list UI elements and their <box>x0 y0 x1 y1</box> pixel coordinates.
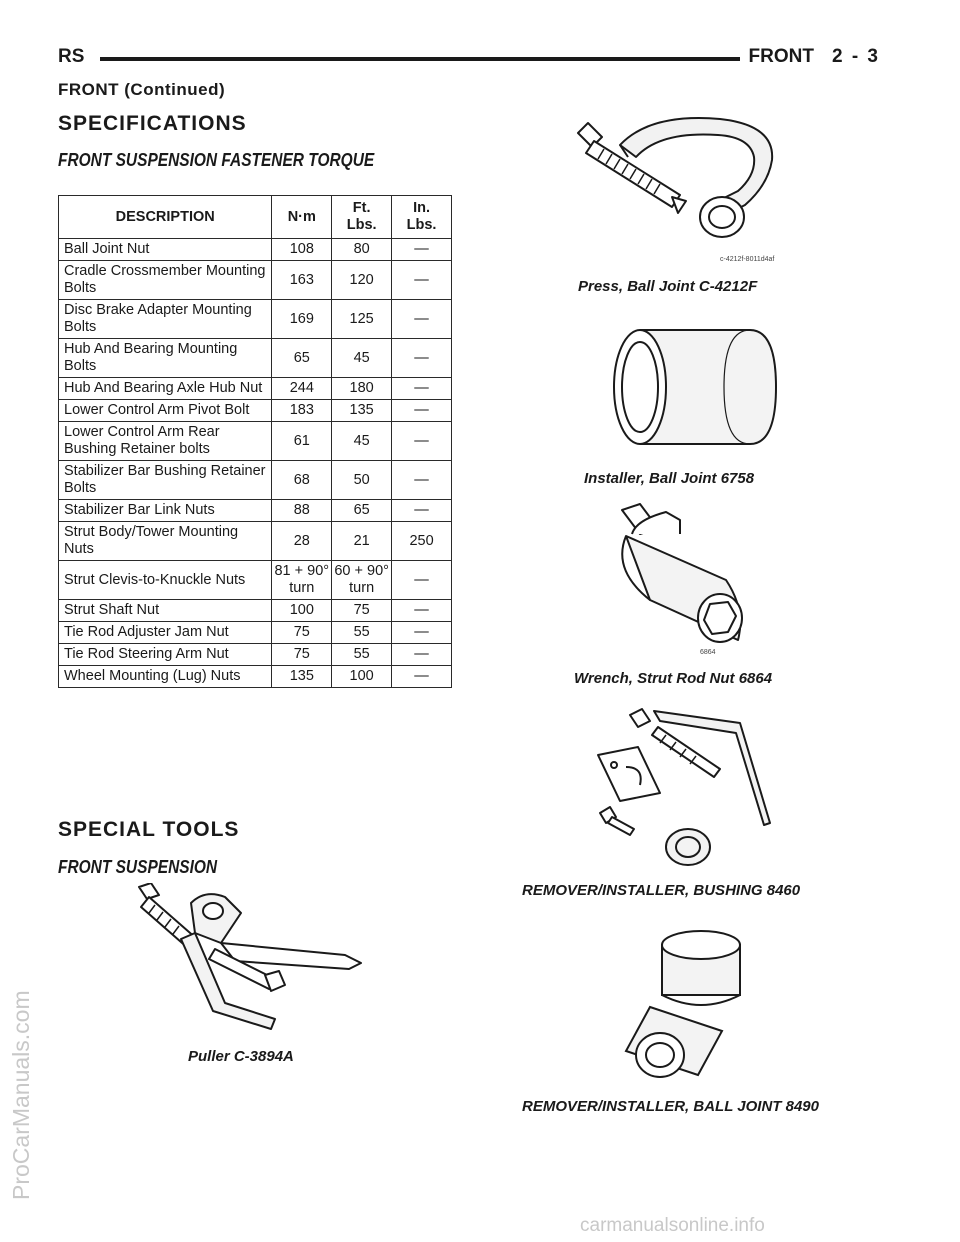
cell-in-lbs: — <box>392 500 452 522</box>
header-rule <box>100 57 740 61</box>
table-row <box>59 378 452 400</box>
table-row <box>59 600 452 622</box>
table-row <box>59 622 452 644</box>
cell-in-lbs: 250 <box>392 522 452 561</box>
table-row <box>59 239 452 261</box>
cell-ft-lbs: 180 <box>332 378 392 400</box>
cell-description: Stabilizer Bar Bushing Retainer Bolts <box>59 461 272 500</box>
cell-nm: 81 + 90° turn <box>272 561 332 600</box>
table-row <box>59 666 452 688</box>
cell-ft-lbs: 45 <box>332 339 392 378</box>
page-number: 2 - 3 <box>831 46 880 67</box>
cell-nm: 61 <box>272 422 332 461</box>
bushing-remover-illustration <box>590 705 790 875</box>
cell-ft-lbs: 100 <box>332 666 392 688</box>
cell-nm: 135 <box>272 666 332 688</box>
cell-description: Wheel Mounting (Lug) Nuts <box>59 666 272 688</box>
cell-in-lbs: — <box>392 261 452 300</box>
cell-ft-lbs: 135 <box>332 400 392 422</box>
cell-ft-lbs: 80 <box>332 239 392 261</box>
cell-in-lbs: — <box>392 622 452 644</box>
cell-nm: 68 <box>272 461 332 500</box>
cell-description: Strut Shaft Nut <box>59 600 272 622</box>
cell-in-lbs: — <box>392 339 452 378</box>
bushing-caption: REMOVER/INSTALLER, BUSHING 8460 <box>522 882 801 899</box>
cell-in-lbs: — <box>392 378 452 400</box>
torque-heading: FRONT SUSPENSION FASTENER TORQUE <box>58 150 375 170</box>
cell-nm: 75 <box>272 622 332 644</box>
cell-description: Lower Control Arm Rear Bushing Retainer bolts <box>59 422 272 461</box>
section-title: FRONT <box>748 46 814 67</box>
balljoint-remover-illustration <box>620 915 780 1095</box>
cell-in-lbs: — <box>392 400 452 422</box>
cell-description: Lower Control Arm Pivot Bolt <box>59 400 272 422</box>
table-row <box>59 422 452 461</box>
cell-nm: 88 <box>272 500 332 522</box>
cell-nm: 100 <box>272 600 332 622</box>
col-in-lbs: In. Lbs. <box>392 196 452 239</box>
cell-nm: 244 <box>272 378 332 400</box>
cell-description: Disc Brake Adapter Mounting Bolts <box>59 300 272 339</box>
cell-description: Stabilizer Bar Link Nuts <box>59 500 272 522</box>
balljoint-caption: REMOVER/INSTALLER, BALL JOINT 8490 <box>522 1098 819 1115</box>
table-row <box>59 261 452 300</box>
specifications-heading: SPECIFICATIONS <box>58 112 247 135</box>
cell-nm: 28 <box>272 522 332 561</box>
cell-in-lbs: — <box>392 561 452 600</box>
cell-ft-lbs: 50 <box>332 461 392 500</box>
cell-ft-lbs: 75 <box>332 600 392 622</box>
cell-nm: 75 <box>272 644 332 666</box>
torque-table <box>58 195 452 688</box>
press-ball-joint-illustration <box>560 105 800 265</box>
cell-in-lbs: — <box>392 300 452 339</box>
cell-in-lbs: — <box>392 644 452 666</box>
table-row <box>59 461 452 500</box>
cell-description: Strut Body/Tower Mounting Nuts <box>59 522 272 561</box>
puller-illustration <box>125 883 375 1033</box>
cell-in-lbs: — <box>392 600 452 622</box>
cell-description: Strut Clevis-to-Knuckle Nuts <box>59 561 272 600</box>
cell-ft-lbs: 21 <box>332 522 392 561</box>
table-row <box>59 522 452 561</box>
bottom-watermark: carmanualsonline.info <box>580 1215 765 1236</box>
front-suspension-heading: FRONT SUSPENSION <box>58 857 218 877</box>
cell-description: Tie Rod Steering Arm Nut <box>59 644 272 666</box>
table-row <box>59 400 452 422</box>
cell-ft-lbs: 60 + 90° turn <box>332 561 392 600</box>
installer-caption: Installer, Ball Joint 6758 <box>584 470 755 487</box>
header-right <box>749 46 880 68</box>
wrench-fig-id: 6864 <box>700 649 716 656</box>
cell-nm: 169 <box>272 300 332 339</box>
torque-table-body <box>59 239 452 688</box>
puller-caption: Puller C-3894A <box>188 1048 294 1065</box>
cell-nm: 163 <box>272 261 332 300</box>
cell-ft-lbs: 65 <box>332 500 392 522</box>
cell-in-lbs: — <box>392 666 452 688</box>
page-header <box>58 44 880 74</box>
table-row <box>59 500 452 522</box>
cell-ft-lbs: 55 <box>332 644 392 666</box>
cell-description: Ball Joint Nut <box>59 239 272 261</box>
section-code: RS <box>58 46 85 67</box>
press-caption: Press, Ball Joint C-4212F <box>578 278 758 295</box>
table-row <box>59 339 452 378</box>
table-row <box>59 300 452 339</box>
cell-nm: 183 <box>272 400 332 422</box>
cell-in-lbs: — <box>392 422 452 461</box>
col-description: DESCRIPTION <box>59 196 272 239</box>
press-fig-id: c-4212f-8011d4af <box>720 256 775 263</box>
special-tools-heading: SPECIAL TOOLS <box>58 818 240 841</box>
cell-nm: 108 <box>272 239 332 261</box>
torque-table-header <box>59 196 452 239</box>
cell-ft-lbs: 125 <box>332 300 392 339</box>
cell-ft-lbs: 45 <box>332 422 392 461</box>
cell-description: Hub And Bearing Axle Hub Nut <box>59 378 272 400</box>
installer-ball-joint-illustration <box>600 312 800 462</box>
col-ft-lbs: Ft. Lbs. <box>332 196 392 239</box>
cell-description: Cradle Crossmember Mounting Bolts <box>59 261 272 300</box>
continued-title: FRONT (Continued) <box>58 80 226 99</box>
table-row <box>59 561 452 600</box>
wrench-strut-rod-illustration <box>596 500 776 660</box>
cell-ft-lbs: 120 <box>332 261 392 300</box>
wrench-caption: Wrench, Strut Rod Nut 6864 <box>574 670 773 687</box>
cell-description: Hub And Bearing Mounting Bolts <box>59 339 272 378</box>
col-nm: N·m <box>272 196 332 239</box>
cell-description: Tie Rod Adjuster Jam Nut <box>59 622 272 644</box>
cell-ft-lbs: 55 <box>332 622 392 644</box>
cell-in-lbs: — <box>392 239 452 261</box>
cell-nm: 65 <box>272 339 332 378</box>
table-row <box>59 644 452 666</box>
cell-in-lbs: — <box>392 461 452 500</box>
side-watermark: ProCarManuals.com <box>8 990 34 1200</box>
